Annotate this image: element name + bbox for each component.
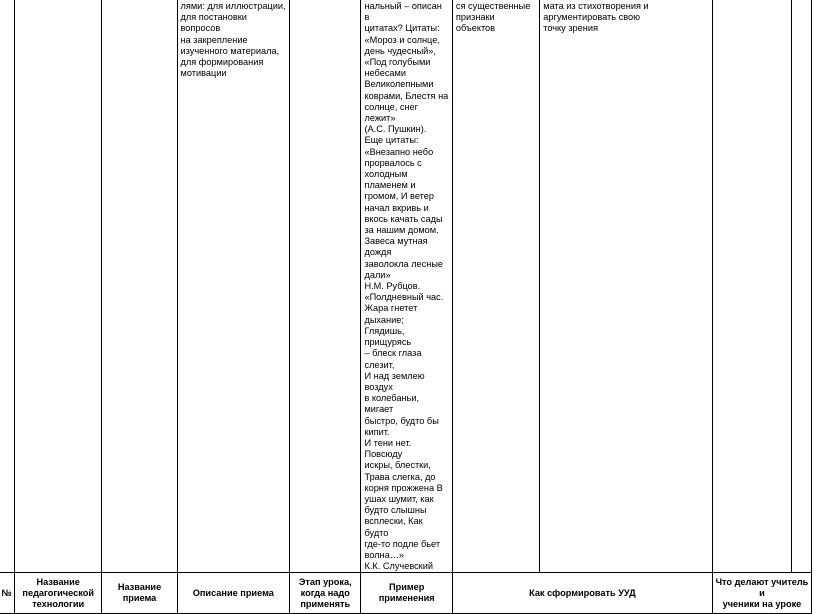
header-number: № — [0, 573, 14, 614]
header-technology: Название педагогической технологии — [14, 573, 102, 614]
header-uud: Как сформировать УУД — [452, 573, 712, 614]
header-actions: Что делают учитель и ученики на уроке — [712, 573, 811, 614]
table-cell — [792, 0, 812, 573]
table-cell — [14, 0, 102, 573]
cell-text: мата из стихотворения и аргументировать свою точку зрения — [543, 1, 649, 34]
table-cell-features — [452, 0, 539, 573]
table-cell-usage — [177, 0, 290, 573]
table-cell-quotes — [361, 0, 452, 573]
table-cell — [102, 0, 177, 573]
cell-text: нальный – описан в цитатах? Цитаты: «Мороз и солнце, день чудесный», «Под голубыми небесами Великолепными коврами, Блестя на солнце, снег лежит» (А.С. Пушкин). Еще цитаты: «Внезапно небо прорвалось с холодным пламенем и громом, И ветер начал вкривь и вкось качать сады за нашим домом. Завеса мутная дождя заволокла лесные дали» Н.М. Рубцов. «Полдневный час. Жара гнетет дыхание; Глядишь, прищурясь – блеск глаза слезит, И над землею воздух в колебаньи, мигает быстро, будто бы кипит. И тени нет. Повсюду искры, блестки, Трава слегка, до корня прожжена В ушах шумит, как будто слышны всплески, Как будто где-то подле бьет волна…» К.К. Случевский — [364, 1, 449, 572]
table-header-row — [0, 573, 812, 614]
table-cell — [0, 0, 14, 573]
header-technique-description: Описание приема — [177, 573, 290, 614]
header-technique-name: Название приема — [102, 573, 177, 614]
cell-text: лями: для иллюстрации, для постановки вопросов на закрепление изученного материала, для формирования мотивации — [180, 1, 286, 79]
table-cell-argument — [540, 0, 713, 573]
table-cell — [712, 0, 791, 573]
header-example: Пример применения — [361, 573, 452, 614]
table-cell — [290, 0, 361, 573]
header-lesson-stage: Этап урока, когда надо применять — [290, 573, 361, 614]
cell-text: ся существенные признаки объектов — [455, 1, 531, 34]
